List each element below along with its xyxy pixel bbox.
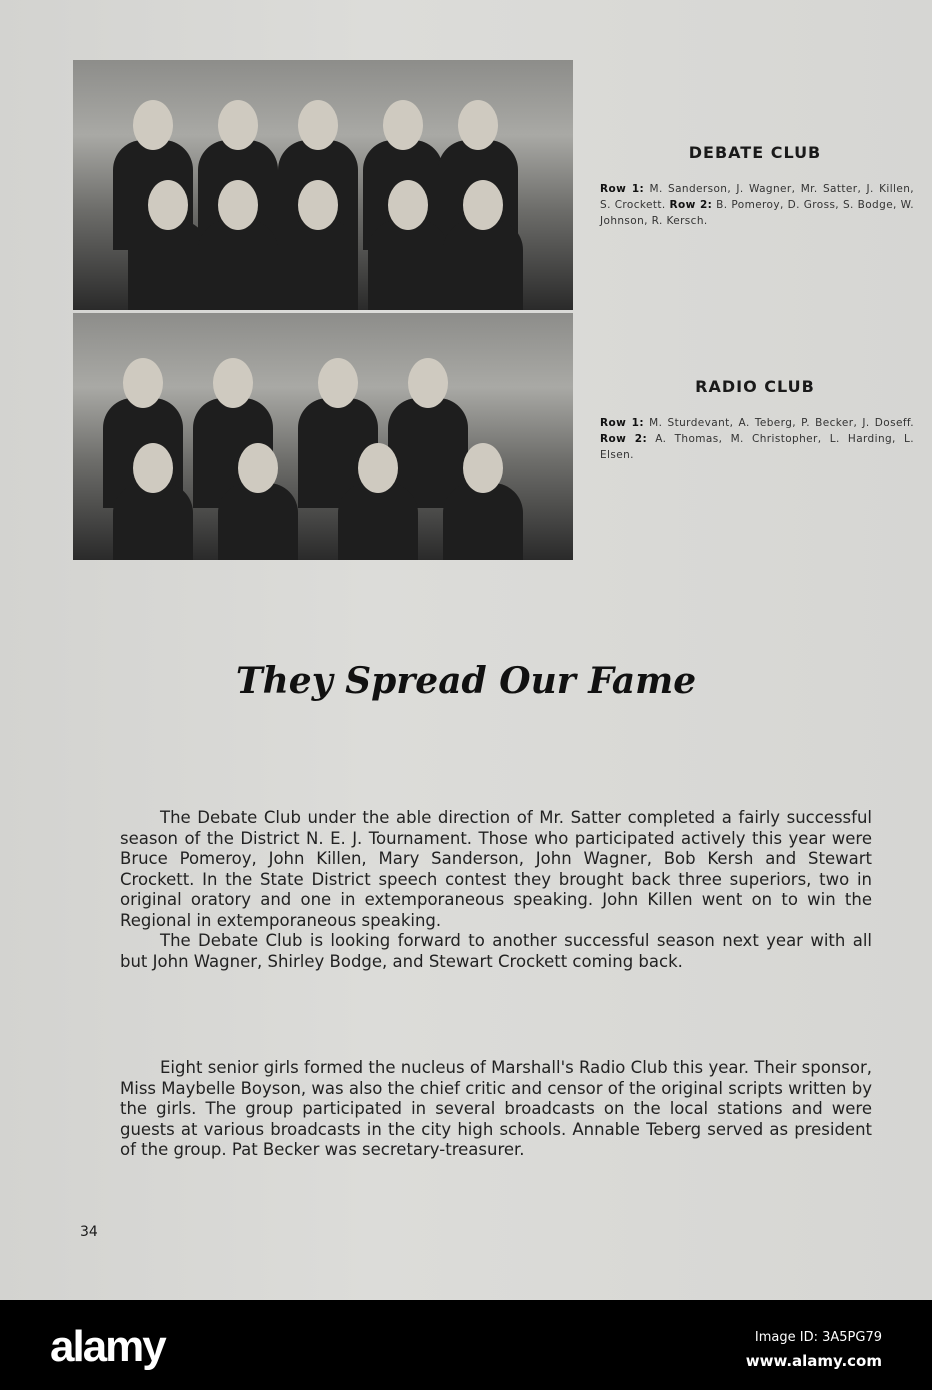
person-face — [218, 100, 258, 150]
row1-label: Row 1: — [600, 417, 644, 429]
row2-names: A. Thomas, M. Christopher, L. Harding, L. Elsen. — [600, 433, 914, 461]
row2-label: Row 2: — [600, 433, 648, 445]
person-face — [218, 180, 258, 230]
watermark-footer — [0, 1300, 932, 1390]
person-face — [358, 443, 398, 493]
alamy-logo: alamy — [50, 1322, 165, 1371]
paragraph: The Debate Club is looking forward to another successful season next year with all but John Wagner, Shirley Bodge, and Stewart Crockett coming back. — [120, 931, 872, 971]
row1-label: Row 1: — [600, 183, 645, 195]
website-link[interactable]: www.alamy.com — [745, 1352, 882, 1370]
debate-club-title: DEBATE CLUB — [688, 143, 822, 162]
row1-names: M. Sanderson, J. Wagner, Mr. Satter, J. Killen, S. Crockett. — [600, 183, 914, 211]
person-face — [298, 180, 338, 230]
person-figure — [113, 483, 193, 560]
person-figure — [338, 483, 418, 560]
debate-article — [120, 808, 872, 972]
person-face — [318, 358, 358, 408]
row2-names: B. Pomeroy, D. Gross, S. Bodge, W. Johnson, R. Kersch. — [600, 199, 914, 227]
person-figure — [218, 483, 298, 560]
person-face — [458, 100, 498, 150]
paragraph: Eight senior girls formed the nucleus of Marshall's Radio Club this year. Their sponsor, Miss Maybelle Boyson, was also the chief critic and censor of the original scripts written by the girls. The group participated in several broadcasts on the local stations and were guests at various broadcasts in the city high schools. Annable Teberg served as president of the group. Pat Becker was secretary-treasurer. — [120, 1058, 872, 1159]
paragraph: The Debate Club under the able direction of Mr. Satter completed a fairly successful season of the District N. E. J. Tournament. Those who participated actively this year were Bruce Pomeroy, John Killen, Mary Sanderson, John Wagner, Bob Kersh and Stewart Crockett. In the State District speech contest they brought back three superiors, two in original oratory and one in extemporaneous speaking. John Killen went on to win the Regional in extemporaneous speaking. — [120, 808, 872, 930]
page-number: 34 — [80, 1224, 98, 1240]
debate-club-caption — [600, 181, 914, 229]
person-figure — [128, 220, 208, 310]
person-face — [383, 100, 423, 150]
person-face — [123, 358, 163, 408]
person-figure — [368, 220, 448, 310]
person-face — [408, 358, 448, 408]
debate-club-photo — [73, 60, 573, 310]
person-figure — [443, 220, 523, 310]
person-face — [213, 358, 253, 408]
radio-club-title: RADIO CLUB — [695, 377, 815, 396]
person-face — [388, 180, 428, 230]
person-face — [463, 180, 503, 230]
headline: They Spread Our Fame — [235, 660, 697, 702]
person-face — [148, 180, 188, 230]
person-figure — [443, 483, 523, 560]
radio-article — [120, 1058, 872, 1161]
person-figure — [278, 220, 358, 310]
row2-label: Row 2: — [669, 199, 713, 211]
person-face — [133, 100, 173, 150]
person-figure — [198, 220, 278, 310]
image-id: Image ID: 3A5PG79 — [754, 1330, 882, 1345]
person-face — [238, 443, 278, 493]
row1-names: M. Sturdevant, A. Teberg, P. Becker, J. Doseff. — [644, 417, 914, 429]
person-face — [133, 443, 173, 493]
person-face — [463, 443, 503, 493]
person-face — [298, 100, 338, 150]
radio-club-caption — [600, 415, 914, 463]
radio-club-photo — [73, 313, 573, 560]
